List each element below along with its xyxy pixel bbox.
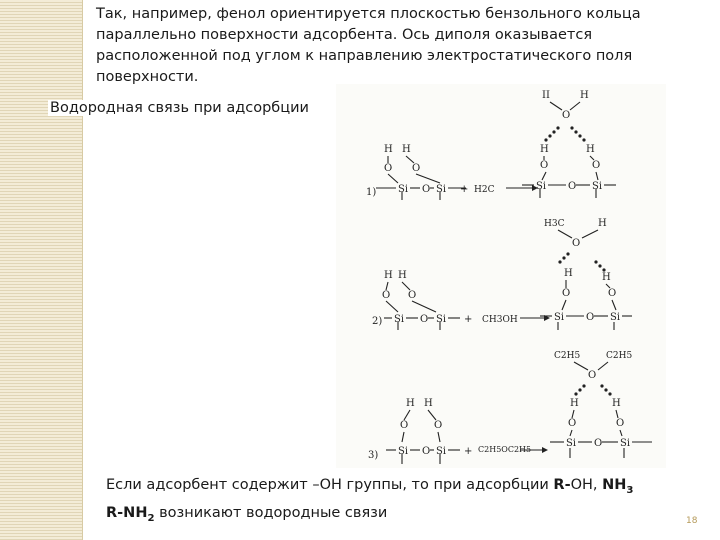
- svg-text:Si: Si: [566, 438, 577, 449]
- svg-text:O: O: [562, 288, 571, 299]
- svg-text:O: O: [616, 418, 625, 429]
- svg-text:O: O: [434, 420, 443, 431]
- svg-text:O: O: [562, 110, 571, 121]
- svg-text:O: O: [412, 163, 421, 174]
- svg-text:O: O: [382, 290, 391, 301]
- svg-text:H: H: [384, 270, 393, 281]
- svg-text:H: H: [402, 144, 411, 155]
- svg-text:O: O: [408, 290, 417, 301]
- svg-text:O: O: [588, 370, 597, 381]
- svg-text:H: H: [580, 90, 589, 101]
- reaction-1: [366, 90, 616, 200]
- svg-text:H3C: H3C: [544, 219, 565, 229]
- left-bar-divider: [82, 0, 83, 540]
- svg-text:H: H: [398, 270, 407, 281]
- svg-text:Si: Si: [620, 438, 631, 449]
- svg-text:H: H: [406, 398, 415, 409]
- svg-text:H: H: [612, 398, 621, 409]
- svg-text:Si: Si: [436, 446, 447, 457]
- svg-text:CH3OH: CH3OH: [482, 315, 518, 325]
- svg-text:+: +: [460, 184, 469, 195]
- svg-text:O: O: [422, 184, 431, 195]
- svg-text:H: H: [384, 144, 393, 155]
- svg-text:O: O: [420, 314, 429, 325]
- reaction-3: [368, 351, 652, 464]
- svg-text:O: O: [568, 418, 577, 429]
- svg-text:H: H: [598, 218, 607, 229]
- svg-text:Si: Si: [536, 181, 547, 192]
- svg-text:O: O: [592, 160, 601, 171]
- label-1: 1): [366, 187, 377, 198]
- svg-text:Si: Si: [554, 312, 565, 323]
- svg-text:O: O: [568, 181, 577, 192]
- svg-text:H2C: H2C: [474, 185, 495, 195]
- svg-text:Si: Si: [436, 314, 447, 325]
- svg-text:O: O: [608, 288, 617, 299]
- svg-text:H: H: [602, 272, 611, 283]
- svg-text:O: O: [384, 163, 393, 174]
- svg-text:3): 3): [368, 450, 379, 461]
- svg-text:O: O: [422, 446, 431, 457]
- page-number: 18: [686, 516, 698, 526]
- svg-text:+: +: [464, 446, 473, 457]
- svg-text:+: +: [464, 314, 473, 325]
- svg-text:2): 2): [372, 316, 383, 327]
- svg-text:II: II: [542, 90, 550, 101]
- svg-text:Si: Si: [592, 181, 603, 192]
- svg-text:H: H: [564, 268, 573, 279]
- adsorption-scheme-image: [336, 84, 666, 468]
- svg-text:C2H5OC2H5: C2H5OC2H5: [478, 445, 532, 454]
- subheading-hydrogen-bond: Водородная связь при адсорбции: [50, 100, 309, 116]
- svg-text:O: O: [572, 238, 581, 249]
- svg-text:Si: Si: [394, 314, 405, 325]
- svg-text:Si: Si: [398, 184, 409, 195]
- svg-text:H: H: [540, 144, 549, 155]
- decorative-left-bar: [0, 0, 82, 540]
- svg-text:H: H: [424, 398, 433, 409]
- svg-text:H: H: [586, 144, 595, 155]
- reaction-2: [372, 218, 632, 330]
- svg-text:O: O: [586, 312, 595, 323]
- svg-text:O: O: [594, 438, 603, 449]
- svg-text:H: H: [570, 398, 579, 409]
- svg-text:Si: Si: [436, 184, 447, 195]
- svg-text:C2H5: C2H5: [606, 351, 633, 361]
- intro-paragraph: Так, например, фенол ориентируется плоскостью бензольного кольца параллельно поверхности адсорбента. Ось диполя оказывается расположенной под углом к направлению электростатического поля поверхности.: [96, 6, 641, 85]
- caption-paragraph: Если адсорбент содержит –ОН группы, то при адсорбции R-OH, $NH_3$ $R-NH_2$ возникают водородные связи: [106, 477, 634, 524]
- svg-text:Si: Si: [610, 312, 621, 323]
- svg-text:Si: Si: [398, 446, 409, 457]
- svg-text:O: O: [540, 160, 549, 171]
- svg-text:O: O: [400, 420, 409, 431]
- svg-text:C2H5: C2H5: [554, 351, 581, 361]
